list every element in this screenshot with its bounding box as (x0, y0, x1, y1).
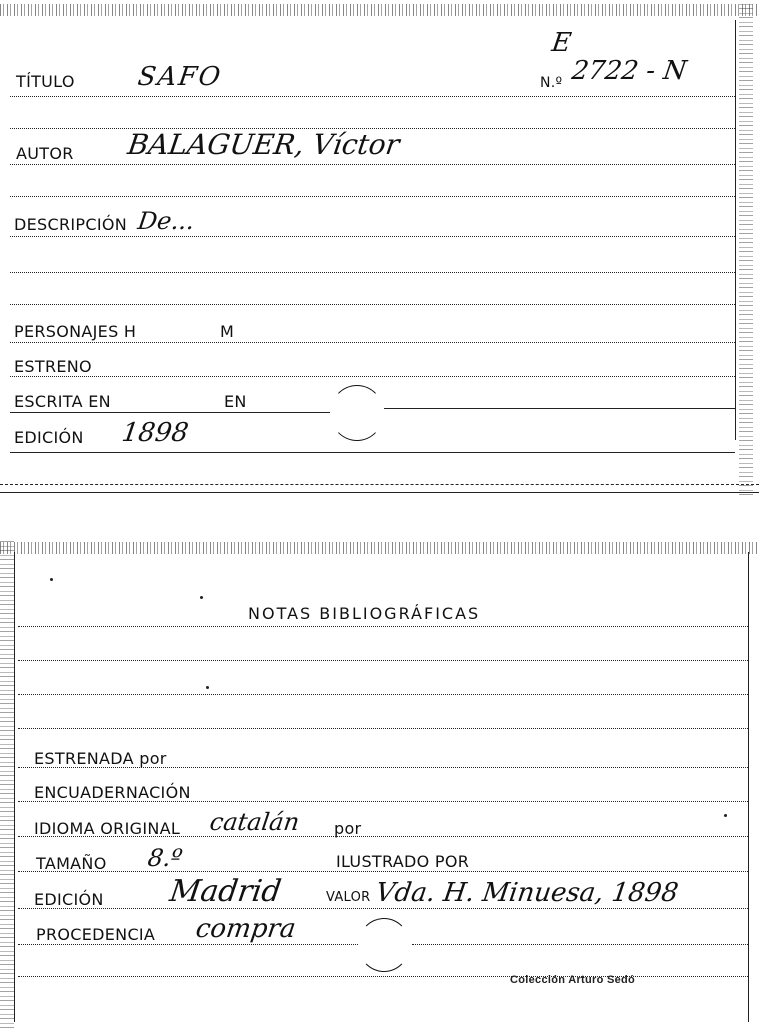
rule-encuadernacion (18, 801, 748, 802)
estrenada-label: ESTRENADA por (34, 749, 167, 768)
procedencia-label: PROCEDENCIA (36, 925, 156, 944)
personajes-m-label: M (220, 322, 235, 341)
speck (724, 814, 727, 817)
rule-6 (10, 272, 735, 273)
tamano-label: TAMAÑO (36, 854, 107, 873)
edicion-rest: Vda. H. Minuesa, 1898 (373, 878, 681, 908)
rule-personajes (10, 342, 735, 343)
rule-b3 (18, 694, 748, 695)
card-right-edge (735, 20, 736, 440)
autor-label: AUTOR (16, 144, 74, 163)
edicion-label-2: EDICIÓN (34, 890, 104, 909)
edicion-place: Madrid (167, 874, 284, 909)
rule-b4 (18, 728, 748, 729)
card-bottom-edge-dashed (0, 484, 759, 485)
card-left-edge (14, 552, 15, 1022)
rule-estrenada (18, 767, 748, 768)
speck (200, 596, 203, 599)
rule-edicion-2 (18, 908, 748, 909)
rule-7 (10, 304, 735, 305)
collection-stamp: Colección Arturo Sedó (510, 974, 636, 986)
scan-noise-top-2 (0, 542, 759, 554)
notas-heading: NOTAS BIBLIOGRÁFICAS (248, 604, 481, 623)
rule-titulo (10, 96, 735, 97)
scan-noise-right (739, 0, 753, 495)
card-bottom-edge (0, 492, 759, 493)
catalog-card-top (0, 0, 759, 495)
rule-last (18, 976, 748, 977)
titulo-label: TÍTULO (16, 72, 75, 91)
idioma-value: catalán (208, 808, 302, 836)
rule-4 (10, 196, 735, 197)
valor-label: VALOR (326, 890, 371, 905)
rule-procedencia-left (18, 944, 358, 945)
punch-hole-2 (358, 918, 410, 972)
rule-idioma (18, 836, 748, 837)
rule-descripcion (10, 236, 735, 237)
autor-value: BALAGUER, Víctor (125, 128, 402, 161)
idioma-por-label: por (334, 819, 362, 838)
rule-escrita-left (10, 412, 330, 413)
speck (50, 578, 53, 581)
rule-escrita-right (384, 408, 735, 409)
estreno-label: ESTRENO (14, 357, 92, 376)
escrita-label: ESCRITA EN (14, 392, 111, 411)
scan-noise-left (0, 538, 14, 1028)
rule-b2 (18, 660, 748, 661)
idioma-label: IDIOMA ORIGINAL (34, 819, 181, 838)
encuadernacion-label: ENCUADERNACIÓN (34, 783, 191, 802)
ilustrado-label: ILUSTRADO POR (336, 852, 470, 871)
scan-noise-top (0, 4, 759, 16)
punch-hole (330, 385, 384, 441)
edicion-label: EDICIÓN (14, 428, 84, 447)
rule-b1 (18, 626, 748, 627)
rule-edicion (10, 452, 735, 453)
number-letter: E (549, 28, 574, 58)
rule-tamano (18, 871, 748, 872)
rule-procedencia-right (412, 944, 748, 945)
number-prefix: N.º (540, 75, 563, 91)
rule-estreno (10, 376, 735, 377)
titulo-value: SAFO (135, 62, 225, 92)
escrita-en-label: EN (224, 392, 247, 411)
descripcion-value: De... (136, 207, 197, 235)
speck (206, 686, 209, 689)
card-right-edge-2 (748, 552, 749, 1022)
catalog-card-bottom (0, 538, 759, 1028)
tamano-value: 8.º (146, 844, 185, 872)
number-value: 2722 - N (569, 56, 689, 86)
descripcion-label: DESCRIPCIÓN (14, 215, 127, 234)
rule-autor (10, 164, 735, 165)
procedencia-value: compra (193, 914, 298, 944)
personajes-label: PERSONAJES H (14, 322, 137, 341)
edicion-value: 1898 (119, 418, 191, 448)
